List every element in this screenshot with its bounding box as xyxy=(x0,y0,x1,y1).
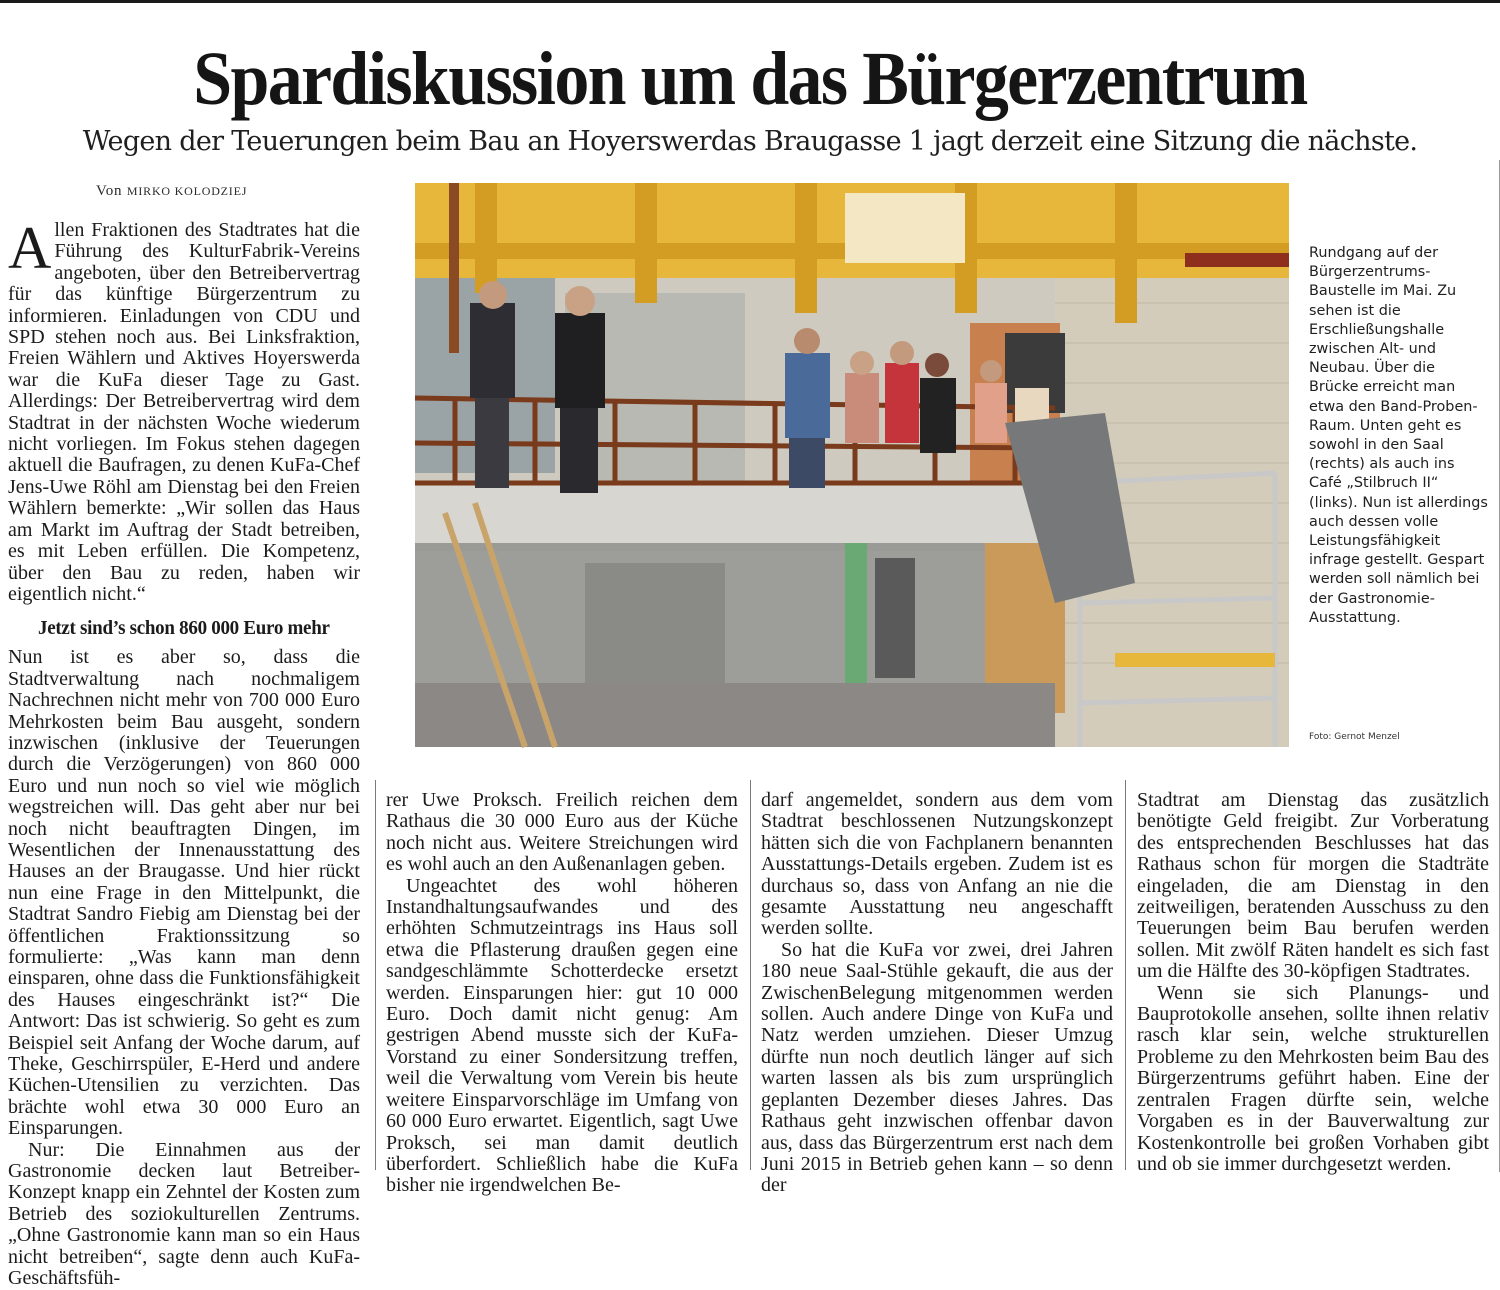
headline: Spardiskussion um das Bürgerzentrum xyxy=(193,37,1307,121)
column-rule-2 xyxy=(750,780,751,1170)
article-column-2 xyxy=(386,789,738,1197)
photo-caption: Rundgang auf der Bürgerzentrums-Baustelle im Mai. Zu sehen ist die Erschließungshalle zwischen Alt- und Neubau. Über die Brücke erreicht man etwa den Band-Proben-Raum. Unten geht es sowohl in den Saal (rechts) als auch ins Café „Stilbruch II“ (links). Nun ist allerdings auch dessen volle Leistungsfähigkeit infrage gestellt. Gespart werden soll nämlich bei der Gastronomie-Ausstattung. xyxy=(1309,245,1488,626)
steel-beam xyxy=(1185,253,1289,267)
paragraph-4: rer Uwe Proksch. Freilich reichen dem Rathaus die 30 000 Euro aus der Küche noch nicht aus. Weitere Streichungen wird es wohl auch an den Außenanlagen geben. xyxy=(386,789,738,876)
column-rule-1 xyxy=(375,780,376,1170)
drainpipe xyxy=(449,183,459,353)
top-rule xyxy=(0,0,1500,3)
article-column-4 xyxy=(1137,789,1489,1175)
skylight xyxy=(845,193,965,263)
paragraph-6: darf angemeldet, sondern aus dem vom Stadtrat beschlossenen Nutzungskonzept hätten sich die von Fachplanern benannten Ausstattungs-Details ergeben. Zudem ist es durchaus so, dass von Anfang an nie die gesamte Ausstattung neu angeschafft werden sollte. xyxy=(761,789,1113,940)
paragraph-2: Nun ist es aber so, dass die Stadtverwaltung nach nochmaligem Nachrechnen nicht mehr von 700 000 Euro Mehrkosten beim Bau ausgeht, sondern inzwischen (inklusive der Teuerungen durch die Verzögerungen) von 860 000 Euro und nun noch so viel wie möglich wegstreichen will. Das geht aber nur bei noch nicht beauftragten Dingen, im Wesentlichen der Innenausstattung des Hauses an der Braugasse. Und hier rückt nun eine Frage in den Mittelpunkt, die Stadtrat Sandro Fiebig am Dienstag bei der öffentlichen Fraktionssitzung so formulierte: „Was kann man denn einsparen, ohne dass die Funktionsfähigkeit des Hauses eingeschränkt ist?“ Die Antwort: Das ist schwierig. So geht es zum Beispiel seit Anfang der Woche darum, auf Theke, Geschirrspüler, E-Herd und andere Küchen-Utensilien zu verzichten. Das brächte wohl etwa 30 000 Euro an Einsparungen. xyxy=(8,646,360,1140)
paragraph-5: Ungeachtet des wohl höheren Instandhaltungsaufwandes und des erhöhten Schmutzeintrags ins Haus soll etwa die Pflasterung draußen gegen eine sandgeschlämmte Schotterdecke ersetzt werden. Einsparungen hier: gut 10 000 Euro. Doch damit nicht genug: Am gestrigen Abend musste sich der KuFa-Vorstand zu einer Sondersitzung treffen, weil die Verwaltung vom Verein bis heute weitere Einsparvorschläge im Umfang von 60 000 Euro erwartet. Eigentlich, sagt Uwe Proksch, sei man damit deutlich überfordert. Schließlich habe die KuFa bisher nie irgendwelchen Be- xyxy=(386,874,738,1197)
bridge-edge xyxy=(415,543,1055,551)
subheadline: Wegen der Teuerungen beim Bau an Hoyerswerdas Braugasse 1 jagt derzeit eine Sitzung die nächste. xyxy=(82,126,1418,157)
bridge-slab xyxy=(415,483,1055,543)
section-subhead: Jetzt sind’s schon 860 000 Euro mehr xyxy=(38,617,330,640)
photo-credit: Foto: Gernot Menzel xyxy=(1309,732,1400,742)
column-rule-3 xyxy=(1125,780,1126,1170)
byline-prefix: Von xyxy=(96,183,123,199)
scaffold-plank xyxy=(1115,653,1275,667)
byline xyxy=(96,183,247,200)
paragraph-9: Wenn sie sich Planungs- und Bauprotokolle ansehen, sollte ihnen relativ rasch klar sein, welche strukturellen Probleme zu den Mehrkosten beim Bau des Bürgerzentrums geführt haben. Eine der zentralen Fragen dürfte sein, welche Vorgaben es in der Bauverwaltung zur Kostenkontrolle bei großen Vorhaben gibt und ob sie immer durchgesetzt werden. xyxy=(1137,981,1489,1175)
construction-photo xyxy=(415,183,1289,747)
paragraph-3: Nur: Die Einnahmen aus der Gastronomie decken laut Betreiber-Konzept knapp ein Zehntel der Kosten zum Betrieb des soziokulturellen Zentrums. „Ohne Gastronomie kann man so ein Haus nicht betreiben“, sagte denn auch KuFa-Geschäftsfüh- xyxy=(8,1138,360,1290)
construction-photo-illustration xyxy=(415,183,1289,747)
lower-door xyxy=(875,558,915,678)
paragraph-8: Stadtrat am Dienstag das zusätzlich benötigte Geld freigibt. Zur Vorberatung des entsprechenden Beschlusses hat das Rathaus schon für morgen die Stadträte eingeladen, die am Dienstag in den zeitweiligen, beratenden Ausschuss zu den Teuerungen beim Bau berufen werden sollen. Mit zwölf Räten handelt es sich fast um die Hälfte des 30-köpfigen Stadtrates. xyxy=(1137,789,1489,983)
article-column-1 xyxy=(8,215,360,1290)
paragraph-intro xyxy=(8,215,360,605)
byline-author: MIRKO KOLODZIEJ xyxy=(126,184,248,198)
paragraph-7: So hat die KuFa vor zwei, drei Jahren 180 neue Saal-Stühle gekauft, die aus der ZwischenBelegung mitgenommen werden sollen. Auch andere Dinge von KuFa und Natz werden umziehen. Dieser Umzug dürfte nun noch deutlich länger auf sich warten lassen als bis zum ursprünglich geplanten Dezember dieses Jahres. Das Rathaus geht inzwischen offenbar davon aus, dass das Bürgerzentrum erst nach dem Juni 2015 in Betrieb gehen kann – so denn der xyxy=(761,938,1113,1197)
paragraph-intro-text: llen Fraktionen des Stadtrates hat die Führung des KulturFabrik-Vereins angeboten, über den Betreibervertrag für das künftige Bürgerzentrum zu informieren. Einladungen von CDU und SPD stehen noch aus. Bei Linksfraktion, Freien Wählern und Aktives Hoyerswerda war die KuFa dieser Tage zu Gast. Allerdings: Der Betreibervertrag wird dem Stadtrat in der nächsten Woche wiederum nicht vorliegen. Im Fokus stehen dagegen aktuell die Baufragen, zu denen KuFa-Chef Jens-Uwe Röhl am Dienstag bei den Freien Wählern bemerkte: „Wir sollen das Haus am Markt im Auftrag der Stadt betreiben, es mit Leben erfüllen. Die Kompetenz, über den Bau zu reden, haben wir eigentlich nicht.“ xyxy=(8,219,360,605)
article-column-3 xyxy=(761,789,1113,1197)
dropcap: A xyxy=(8,215,52,281)
